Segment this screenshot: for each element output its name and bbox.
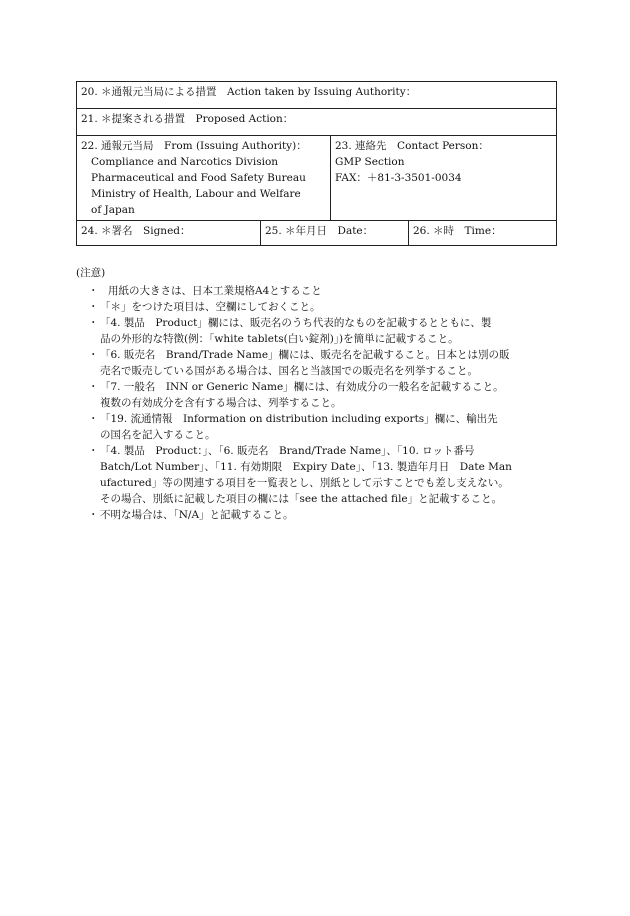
note-line: 「4. 製品 Product」欄には、販売名のうち代表的なものを記載するとともに、製 xyxy=(100,317,492,329)
authority-line: Ministry of Health, Labour and Welfare xyxy=(91,188,301,200)
contact-person-cell xyxy=(331,136,557,221)
note-line: 不明な場合は、「N/A」と記載すること。 xyxy=(100,509,294,521)
row-signature xyxy=(77,221,557,246)
note-line: 「＊」をつけた項目は、空欄にしておくこと。 xyxy=(100,301,321,313)
signed-label: 24. ＊署名 Signed： xyxy=(81,225,191,237)
action-taken-label: 20. ＊通報元当局による措置 Action taken by Issuing Authority： xyxy=(81,86,417,98)
note-line: 「4. 製品 Product：」、「6. 販売名 Brand/Trade Name」、「10. ロット番号 xyxy=(100,445,475,457)
row-action-taken xyxy=(77,82,557,109)
bullet-icon: ・ xyxy=(88,285,99,297)
note-item xyxy=(76,443,561,507)
row-proposed-action xyxy=(77,109,557,136)
note-line: ufactured」等の関連する項目を一覧表とし、別紙として示すことでも差し支えない。 xyxy=(100,477,509,489)
note-line: 「6. 販売名 Brand/Trade Name」欄には、販売名を記載すること。日本とは別の販 xyxy=(100,349,510,361)
authority-line: Compliance and Narcotics Division xyxy=(91,156,279,168)
bullet-icon: ・ xyxy=(88,317,99,329)
authority-line: Pharmaceutical and Food Safety Bureau xyxy=(91,172,306,184)
issuing-authority-cell xyxy=(77,136,331,221)
contact-fax: FAX：＋81-3-3501-0034 xyxy=(335,172,462,184)
note-line: 複数の有効成分を含有する場合は、列挙すること。 xyxy=(100,397,342,409)
row-from-contact xyxy=(77,136,557,221)
note-line: 売名で販売している国がある場合は、国名と当該国での販売名を列挙すること。 xyxy=(100,365,478,377)
contact-section: GMP Section xyxy=(335,156,405,168)
action-taken-field[interactable] xyxy=(77,82,557,109)
bullet-icon: ・ xyxy=(88,413,99,425)
proposed-action-label: 21. ＊提案される措置 Proposed Action： xyxy=(81,113,294,125)
note-item xyxy=(76,507,561,523)
note-line: 品の外形的な特徴(例：「white tablets(白い錠剤)」)を簡単に記載すること。 xyxy=(100,333,459,345)
note-line: Batch/Lot Number」、「11. 有効期限 Expiry Date」、「13. 製造年月日 Date Man xyxy=(100,461,512,473)
bullet-icon: ・ xyxy=(88,301,99,313)
note-line: 「7. 一般名 INN or Generic Name」欄には、有効成分の一般名を記載すること。 xyxy=(100,381,504,393)
signed-field[interactable] xyxy=(77,221,261,246)
notes-list xyxy=(76,283,561,523)
time-label: 26. ＊時 Time： xyxy=(413,225,502,237)
note-line: その場合、別紙に記載した項目の欄には「see the attached file」と記載すること。 xyxy=(100,493,503,505)
note-line: の国名を記入すること。 xyxy=(100,429,216,441)
bullet-icon: ・ xyxy=(88,445,99,457)
contact-person-label: 23. 連絡先 Contact Person： xyxy=(335,140,489,152)
notes-heading: (注意) xyxy=(76,267,106,279)
proposed-action-field[interactable] xyxy=(77,109,557,136)
bullet-icon: ・ xyxy=(88,509,99,521)
time-field[interactable] xyxy=(409,221,557,246)
note-line: 用紙の大きさは、日本工業規格A4とすること xyxy=(108,285,322,297)
date-label: 25. ＊年月日 Date： xyxy=(265,225,374,237)
note-item xyxy=(76,379,561,411)
note-item xyxy=(76,299,561,315)
note-item xyxy=(76,315,561,347)
notes-section xyxy=(76,265,561,523)
bullet-icon: ・ xyxy=(88,381,99,393)
note-item xyxy=(76,283,561,299)
date-field[interactable] xyxy=(261,221,409,246)
note-item xyxy=(76,411,561,443)
issuing-authority-label: 22. 通報元当局 From (Issuing Authority)： xyxy=(81,140,307,152)
authority-line: of Japan xyxy=(91,204,135,216)
note-line: 「19. 流通情報 Information on distribution including exports」欄に、輸出先 xyxy=(100,413,498,425)
bullet-icon: ・ xyxy=(88,349,99,361)
report-form-table xyxy=(76,81,557,246)
note-item xyxy=(76,347,561,379)
